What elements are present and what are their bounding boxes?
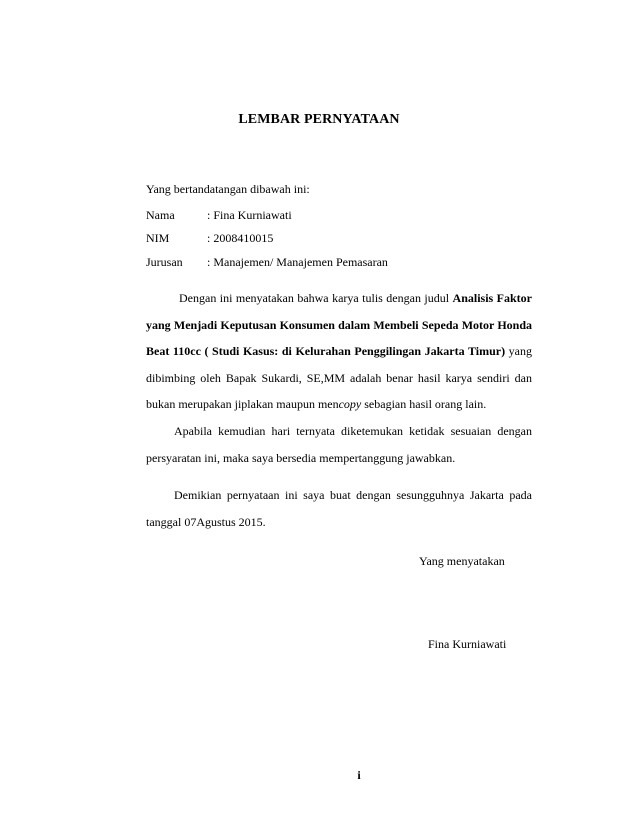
field-label: NIM	[146, 231, 170, 245]
field-value: : Fina Kurniawati	[207, 208, 292, 222]
closing-paragraph	[146, 482, 532, 535]
intro-text: Yang bertandatangan dibawah ini:	[146, 182, 310, 196]
field-value: : 2008410015	[207, 231, 274, 245]
field-nama	[146, 208, 546, 224]
statement-text-end: sebagian hasil orang lain.	[361, 397, 487, 411]
field-jurusan	[146, 255, 546, 271]
page-number: i	[357, 768, 361, 782]
statement-paragraph	[146, 285, 532, 418]
signer-name: Fina Kurniawati	[428, 637, 507, 651]
statement-text-cont: yang dibimbing oleh Bapak Sukardi, SE,MM adalah benar hasil karya sendiri dan bukan merupakan jiplakan maupun men	[146, 344, 532, 411]
closing-text: Demikian pernyataan ini saya buat dengan sesungguhnya Jakarta pada tanggal 07Agustus 2015.	[146, 488, 532, 529]
italic-word: copy	[338, 397, 362, 411]
field-value: : Manajemen/ Manajemen Pemasaran	[207, 255, 388, 269]
field-nim	[146, 231, 546, 247]
field-label: Nama	[146, 208, 175, 222]
page-title: LEMBAR PERNYATAAN	[238, 112, 400, 127]
statement-text: Dengan ini menyatakan bahwa karya tulis dengan judul	[179, 291, 453, 305]
thesis-title: Analisis Faktor yang Menjadi Keputusan Konsumen dalam Membeli Sepeda Motor Honda Beat 110cc ( Studi Kasus: di Kelurahan Penggilingan Jakarta Timur)	[146, 291, 532, 358]
condition-text: Apabila kemudian hari ternyata diketemukan ketidak sesuaian dengan persyaratan ini, maka saya bersedia mempertanggung jawabkan.	[146, 424, 532, 465]
field-label: Jurusan	[146, 255, 183, 269]
condition-paragraph	[146, 418, 532, 471]
closing-phrase: Yang menyatakan	[419, 554, 505, 568]
